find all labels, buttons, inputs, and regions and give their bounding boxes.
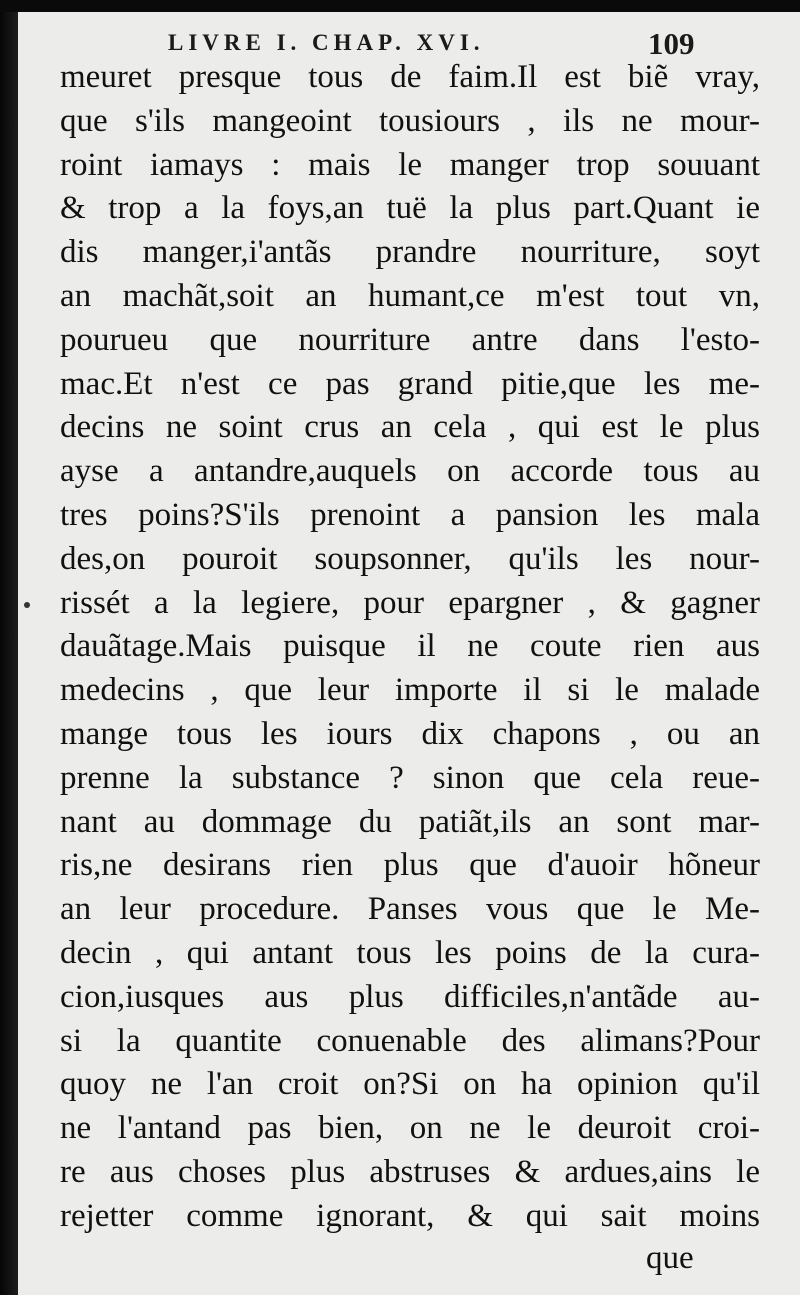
text-line: rissét a la legiere, pour epargner , & gagner bbox=[60, 584, 760, 621]
text-line: dauãtage.Mais puisque il ne coute rien aus bbox=[60, 628, 760, 665]
text-line: decins ne soint crus an cela , qui est le plus bbox=[60, 409, 760, 446]
margin-mark bbox=[24, 602, 30, 608]
text-line: si la quantite conuenable des alimans?Pour bbox=[60, 1022, 760, 1059]
text-line: re aus choses plus abstruses & ardues,ains le bbox=[60, 1153, 760, 1190]
text-line: & trop a la foys,an tuë la plus part.Quant ie bbox=[60, 190, 760, 227]
body-text bbox=[60, 56, 760, 1239]
page-number: 109 bbox=[648, 26, 695, 61]
text-line: ne l'antand pas bien, on ne le deuroit croi- bbox=[60, 1110, 760, 1147]
text-line: prenne la substance ? sinon que cela reue- bbox=[60, 759, 760, 796]
text-line: meuret presque tous de faim.Il est biẽ vray, bbox=[60, 59, 760, 95]
text-line: ayse a antandre,auquels on accorde tous au bbox=[60, 453, 760, 490]
text-line: quoy ne l'an croit on?Si on ha opinion qu'il bbox=[60, 1066, 760, 1103]
text-line: dis manger,i'antãs prandre nourriture, soyt bbox=[60, 234, 760, 271]
page-left-shadow bbox=[0, 0, 18, 1295]
text-line: an machãt,soit an humant,ce m'est tout vn, bbox=[60, 277, 760, 314]
text-line: cion,iusques aus plus difficiles,n'antãde au- bbox=[60, 978, 760, 1015]
page-top-shadow bbox=[0, 0, 800, 12]
text-line: roint iamays : mais le manger trop souuant bbox=[60, 146, 760, 183]
book-page bbox=[18, 12, 800, 1295]
text-line: pourueu que nourriture antre dans l'esto- bbox=[60, 321, 760, 358]
text-line: an leur procedure. Panses vous que le Me- bbox=[60, 891, 760, 928]
text-line: nant au dommage du patiãt,ils an sont mar- bbox=[60, 803, 760, 840]
text-line: mange tous les iours dix chapons , ou an bbox=[60, 715, 760, 752]
text-line: rejetter comme ignorant, & qui sait moins bbox=[60, 1197, 760, 1234]
catchword: que bbox=[646, 1240, 694, 1276]
text-line: medecins , que leur importe il si le malade bbox=[60, 672, 760, 709]
text-line: decin , qui antant tous les poins de la cura- bbox=[60, 934, 760, 971]
text-line: des,on pouroit soupsonner, qu'ils les nour- bbox=[60, 540, 760, 577]
running-head: LIVRE I. CHAP. XVI. bbox=[168, 30, 485, 55]
text-line: ris,ne desirans rien plus que d'auoir hõneur bbox=[60, 847, 760, 884]
text-line: mac.Et n'est ce pas grand pitie,que les me- bbox=[60, 365, 760, 402]
text-line: que s'ils mangeoint tousiours , ils ne mour- bbox=[60, 102, 760, 139]
text-line: tres poins?S'ils prenoint a pansion les mala bbox=[60, 496, 760, 533]
